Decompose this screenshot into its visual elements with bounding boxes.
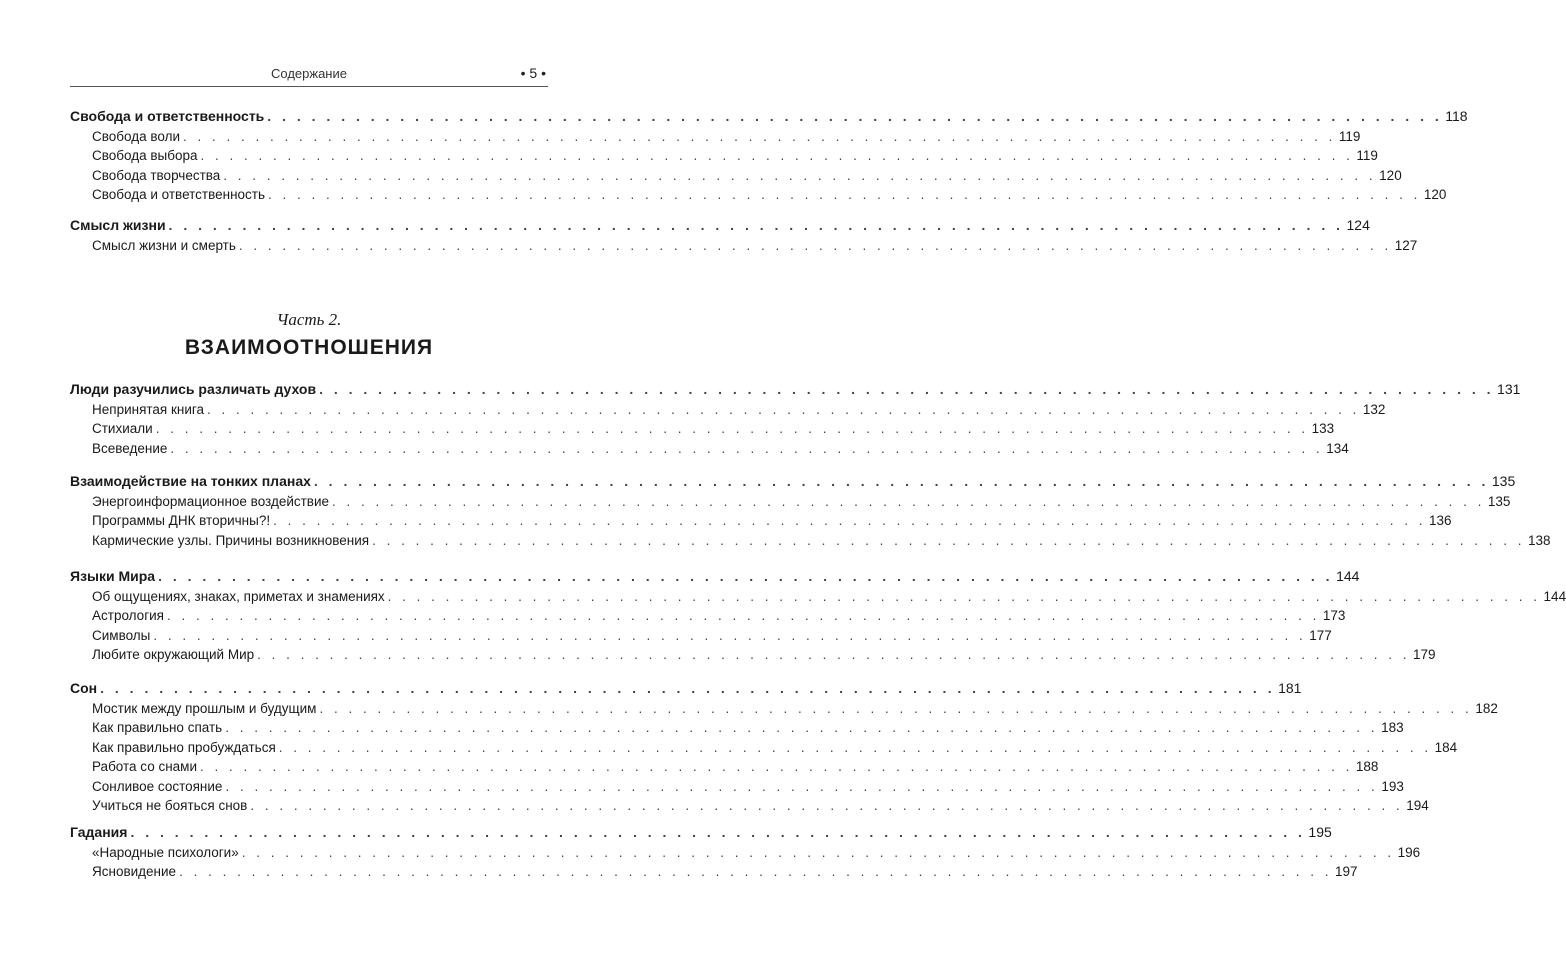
entry-title: Всеведение [92,440,168,456]
toc-subentry[interactable] [70,796,1429,816]
entry-page-number: 138 [1527,532,1551,548]
leader-dots: . . . . . . . . . . . . . . . . . . . . . . . . . . . . . . . . . . . . . . . . . . . . . . . . . . . . . . . . . . . . . . . . . . . . . . . . . . . . . . . . [225,720,1379,735]
entry-title: Учиться не бояться снов [92,798,248,813]
entry-page-number: 131 [1497,381,1521,397]
leader-dots: . . . . . . . . . . . . . . . . . . . . . . . . . . . . . . . . . . . . . . . . . . . . . . . . . . . . . . . . . . . . . . . . . . . . . . . . . . . . . . . . [267,108,1443,124]
leader-dots: . . . . . . . . . . . . . . . . . . . . . . . . . . . . . . . . . . . . . . . . . . . . . . . . . . . . . . . . . . . . . . . . . . . . . . . . . . . . . . . . [158,568,1334,584]
leader-dots: . . . . . . . . . . . . . . . . . . . . . . . . . . . . . . . . . . . . . . . . . . . . . . . . . . . . . . . . . . . . . . . . . . . . . . . . . . . . . . . . [257,647,1410,662]
entry-title: Люди разучились различать духов [70,381,317,397]
toc-subentry[interactable] [70,531,1551,551]
leader-dots: . . . . . . . . . . . . . . . . . . . . . . . . . . . . . . . . . . . . . . . . . . . . . . . . . . . . . . . . . . . . . . . . . . . . . . . . . . . . . . . . [319,381,1495,397]
entry-title: Как правильно спать [92,720,223,735]
entry-page-number: 132 [1362,401,1386,417]
toc-section-entry[interactable] [70,679,1302,699]
entry-title: Энергоинформационное воздействие [92,493,330,509]
leader-dots: . . . . . . . . . . . . . . . . . . . . . . . . . . . . . . . . . . . . . . . . . . . . . . . . . . . . . . . . . . . . . . . . . . . . . . . . . . . . . . . . [153,627,1307,643]
toc-subentry[interactable] [70,862,1358,882]
toc-subentry[interactable] [70,587,1566,607]
leader-dots: . . . . . . . . . . . . . . . . . . . . . . . . . . . . . . . . . . . . . . . . . . . . . . . . . . . . . . . . . . . . . . . . . . . . . . . . . . . . . . . . [170,440,1324,456]
entry-page-number: 184 [1434,739,1458,755]
entry-page-number: 120 [1423,187,1447,202]
entry-page-number: 124 [1346,217,1370,233]
leader-dots: . . . . . . . . . . . . . . . . . . . . . . . . . . . . . . . . . . . . . . . . . . . . . . . . . . . . . . . . . . . . . . . . . . . . . . . . . . . . . . . . [268,187,1421,202]
toc-subentry[interactable] [70,843,1421,863]
entry-title: Астрология [92,608,164,623]
entry-title: Свобода воли [92,128,181,144]
entry-page-number: 193 [1381,778,1404,794]
toc-subentry[interactable] [70,606,1346,626]
leader-dots: . . . . . . . . . . . . . . . . . . . . . . . . . . . . . . . . . . . . . . . . . . . . . . . . . . . . . . . . . . . . . . . . . . . . . . . . . . . . . . . . [168,217,1344,233]
toc-subentry[interactable] [70,777,1404,797]
toc-subentry[interactable] [70,127,1361,147]
entry-title: Свобода выбора [92,148,198,163]
entry-page-number: 188 [1355,759,1379,774]
entry-title: Стихиали [92,421,153,436]
entry-title: Непринятая книга [92,401,205,417]
toc-section-entry[interactable] [70,472,1516,492]
leader-dots: . . . . . . . . . . . . . . . . . . . . . . . . . . . . . . . . . . . . . . . . . . . . . . . . . . . . . . . . . . . . . . . . . . . . . . . . . . . . . . . . [179,864,1332,879]
entry-page-number: 136 [1428,513,1452,528]
entry-page-number: 182 [1475,700,1498,716]
entry-title: Как правильно пробуждаться [92,739,276,755]
entry-title: Смысл жизни [70,217,166,233]
entry-title: Свобода творчества [92,167,221,183]
entry-page-number: 195 [1308,824,1332,840]
leader-dots: . . . . . . . . . . . . . . . . . . . . . . . . . . . . . . . . . . . . . . . . . . . . . . . . . . . . . . . . . . . . . . . . . . . . . . . . . . . . . . . . [166,608,1320,623]
entry-page-number: 133 [1311,421,1335,436]
entry-page-number: 194 [1406,798,1429,813]
entry-title: Кармические узлы. Причины возникновения [92,532,370,548]
entry-title: Об ощущениях, знаках, приметах и знамениях [92,588,385,604]
toc-subentry[interactable] [70,146,1378,166]
toc-subentry[interactable] [70,492,1511,512]
entry-title: Свобода и ответственность [70,108,265,124]
entry-page-number: 196 [1397,844,1421,860]
toc-subentry[interactable] [70,236,1418,256]
entry-page-number: 135 [1487,493,1511,509]
entry-title: Программы ДНК вторичны?! [92,513,271,528]
leader-dots: . . . . . . . . . . . . . . . . . . . . . . . . . . . . . . . . . . . . . . . . . . . . . . . . . . . . . . . . . . . . . . . . . . . . . . . . . . . . . . . . [241,844,1395,860]
entry-page-number: 173 [1322,608,1346,623]
entry-page-number: 119 [1338,128,1361,144]
entry-page-number: 119 [1356,148,1378,163]
entry-title: Сонливое состояние [92,778,223,794]
toc-section [70,107,1468,205]
toc-subentry[interactable] [70,626,1332,646]
toc-section-entry[interactable] [70,380,1521,400]
toc-section [70,823,1421,882]
entry-page-number: 177 [1309,627,1332,643]
entry-title: Мостик между прошлым и будущим [92,700,317,716]
entry-title: Сон [70,680,98,696]
leader-dots: . . . . . . . . . . . . . . . . . . . . . . . . . . . . . . . . . . . . . . . . . . . . . . . . . . . . . . . . . . . . . . . . . . . . . . . . . . . . . . . . [278,739,1432,755]
entry-title: Смысл жизни и смерть [92,237,236,253]
entry-title: Любите окружающий Мир [92,647,255,662]
leader-dots: . . . . . . . . . . . . . . . . . . . . . . . . . . . . . . . . . . . . . . . . . . . . . . . . . . . . . . . . . . . . . . . . . . . . . . . . . . . . . . . . [313,473,1489,489]
entry-title: Гадания [70,824,128,840]
toc-section [70,472,1551,550]
running-header [70,64,548,87]
entry-page-number: 183 [1381,720,1404,735]
toc-subentry[interactable] [70,419,1335,439]
toc-section-entry[interactable] [70,107,1468,127]
entry-title: «Народные психологи» [92,844,239,860]
entry-title: Работа со снами [92,759,197,774]
entry-page-number: 135 [1491,473,1516,489]
toc-subentry[interactable] [70,185,1447,205]
leader-dots: . . . . . . . . . . . . . . . . . . . . . . . . . . . . . . . . . . . . . . . . . . . . . . . . . . . . . . . . . . . . . . . . . . . . . . . . . . . . . . . . [273,513,1426,528]
toc-subentry[interactable] [70,400,1386,420]
entry-page-number: 134 [1326,440,1349,456]
toc-subentry[interactable] [70,718,1404,738]
toc-subentry[interactable] [70,699,1498,719]
leader-dots: . . . . . . . . . . . . . . . . . . . . . . . . . . . . . . . . . . . . . . . . . . . . . . . . . . . . . . . . . . . . . . . . . . . . . . . . . . . . . . . . [332,493,1485,509]
leader-dots: . . . . . . . . . . . . . . . . . . . . . . . . . . . . . . . . . . . . . . . . . . . . . . . . . . . . . . . . . . . . . . . . . . . . . . . . . . . . . . . . [387,588,1541,604]
leader-dots: . . . . . . . . . . . . . . . . . . . . . . . . . . . . . . . . . . . . . . . . . . . . . . . . . . . . . . . . . . . . . . . . . . . . . . . . . . . . . . . . [155,421,1309,436]
toc-section [70,679,1498,816]
toc-section-entry[interactable] [70,216,1370,236]
entry-page-number: 127 [1394,237,1418,253]
toc-section [70,216,1418,255]
leader-dots: . . . . . . . . . . . . . . . . . . . . . . . . . . . . . . . . . . . . . . . . . . . . . . . . . . . . . . . . . . . . . . . . . . . . . . . . . . . . . . . . [183,128,1336,144]
leader-dots: . . . . . . . . . . . . . . . . . . . . . . . . . . . . . . . . . . . . . . . . . . . . . . . . . . . . . . . . . . . . . . . . . . . . . . . . . . . . . . . . [372,532,1525,548]
leader-dots: . . . . . . . . . . . . . . . . . . . . . . . . . . . . . . . . . . . . . . . . . . . . . . . . . . . . . . . . . . . . . . . . . . . . . . . . . . . . . . . . [319,700,1473,716]
page-number: • 5 • [520,65,546,81]
entry-title: Взаимодействие на тонких планах [70,473,311,489]
toc-section [70,380,1521,458]
toc-section [70,567,1566,665]
leader-dots: . . . . . . . . . . . . . . . . . . . . . . . . . . . . . . . . . . . . . . . . . . . . . . . . . . . . . . . . . . . . . . . . . . . . . . . . . . . . . . . . [200,759,1353,774]
entry-page-number: 179 [1413,647,1436,662]
toc-section-entry[interactable] [70,823,1332,843]
toc-subentry[interactable] [70,439,1349,459]
leader-dots: . . . . . . . . . . . . . . . . . . . . . . . . . . . . . . . . . . . . . . . . . . . . . . . . . . . . . . . . . . . . . . . . . . . . . . . . . . . . . . . . [223,167,1377,183]
entry-page-number: 118 [1445,108,1468,124]
toc-subentry[interactable] [70,645,1436,665]
entry-title: Языки Мира [70,568,156,584]
part-heading [70,310,548,360]
leader-dots: . . . . . . . . . . . . . . . . . . . . . . . . . . . . . . . . . . . . . . . . . . . . . . . . . . . . . . . . . . . . . . . . . . . . . . . . . . . . . . . . [200,148,1354,163]
toc-subentry[interactable] [70,738,1458,758]
entry-title: Ясновидение [92,864,177,879]
entry-page-number: 120 [1379,167,1402,183]
toc-subentry[interactable] [70,511,1452,531]
entry-page-number: 144 [1336,568,1360,584]
leader-dots: . . . . . . . . . . . . . . . . . . . . . . . . . . . . . . . . . . . . . . . . . . . . . . . . . . . . . . . . . . . . . . . . . . . . . . . . . . . . . . . . [250,798,1404,813]
leader-dots: . . . . . . . . . . . . . . . . . . . . . . . . . . . . . . . . . . . . . . . . . . . . . . . . . . . . . . . . . . . . . . . . . . . . . . . . . . . . . . . . [100,680,1276,696]
leader-dots: . . . . . . . . . . . . . . . . . . . . . . . . . . . . . . . . . . . . . . . . . . . . . . . . . . . . . . . . . . . . . . . . . . . . . . . . . . . . . . . . [238,237,1392,253]
leader-dots: . . . . . . . . . . . . . . . . . . . . . . . . . . . . . . . . . . . . . . . . . . . . . . . . . . . . . . . . . . . . . . . . . . . . . . . . . . . . . . . . [130,824,1306,840]
entry-title: Символы [92,627,151,643]
toc-subentry[interactable] [70,166,1402,186]
entry-page-number: 197 [1334,864,1358,879]
toc-subentry[interactable] [70,757,1379,777]
part-label: Часть 2. [276,310,342,329]
toc-section-entry[interactable] [70,567,1360,587]
entry-page-number: 144 [1543,588,1566,604]
leader-dots: . . . . . . . . . . . . . . . . . . . . . . . . . . . . . . . . . . . . . . . . . . . . . . . . . . . . . . . . . . . . . . . . . . . . . . . . . . . . . . . . [207,401,1360,417]
entry-page-number: 181 [1278,680,1302,696]
entry-title: Свобода и ответственность [92,187,266,202]
leader-dots: . . . . . . . . . . . . . . . . . . . . . . . . . . . . . . . . . . . . . . . . . . . . . . . . . . . . . . . . . . . . . . . . . . . . . . . . . . . . . . . . [225,778,1379,794]
part-title: ВЗАИМООТНОШЕНИЯ [184,336,434,359]
header-title: Содержание [271,66,347,81]
